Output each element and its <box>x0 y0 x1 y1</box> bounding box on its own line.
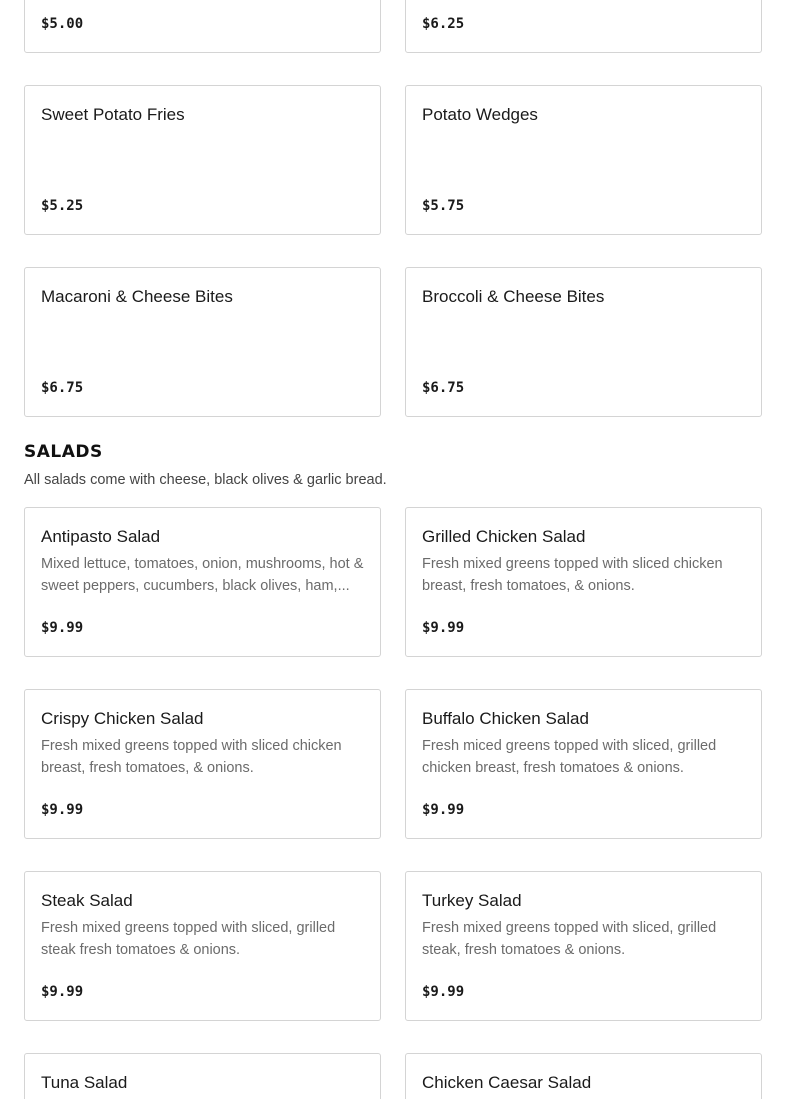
menu-item-name: Potato Wedges <box>422 105 538 124</box>
menu-item-card-buffalo-chicken-salad[interactable] <box>405 689 762 839</box>
menu-item-price: $9.99 <box>41 802 84 818</box>
menu-item-card-potato-wedges[interactable] <box>405 85 762 235</box>
menu-item-price: $9.99 <box>422 984 465 1000</box>
menu-item-card-grilled-chicken-salad[interactable] <box>405 507 762 657</box>
menu-item-price: $5.00 <box>41 16 84 32</box>
menu-item-card-turkey-salad[interactable] <box>405 871 762 1021</box>
menu-item-name: Chicken Caesar Salad <box>422 1073 592 1092</box>
menu-item-card-broccoli-cheese-bites[interactable] <box>405 267 762 417</box>
menu-item-price: $9.99 <box>41 620 84 636</box>
menu-item-card-steak-salad[interactable] <box>24 871 381 1021</box>
menu-item-description: Fresh miced greens topped with sliced, grilled chicken breast, fresh tomatoes & onions. <box>422 738 717 776</box>
menu-item-name: Crispy Chicken Salad <box>41 709 204 728</box>
menu-item-name: Macaroni & Cheese Bites <box>41 287 233 306</box>
section-title-salads: SALADS <box>24 442 103 462</box>
menu-item-price: $6.25 <box>422 16 465 32</box>
menu-item-name: Buffalo Chicken Salad <box>422 709 589 728</box>
menu-item-price: $6.75 <box>422 380 465 396</box>
menu-item-description: Fresh mixed greens topped with sliced chicken breast, fresh tomatoes, & onions. <box>41 738 342 776</box>
menu-item-name: Antipasto Salad <box>41 527 161 546</box>
menu-item-price: $5.25 <box>41 198 84 214</box>
menu-item-name: Steak Salad <box>41 891 133 910</box>
menu-item-name: Sweet Potato Fries <box>41 105 185 124</box>
menu-item-card-crispy-chicken-salad[interactable] <box>24 689 381 839</box>
menu-item-card-macaroni-cheese-bites[interactable] <box>24 267 381 417</box>
menu-item-price: $5.75 <box>422 198 465 214</box>
menu-item-card[interactable] <box>405 0 762 53</box>
menu-item-name: Turkey Salad <box>422 891 522 910</box>
menu-item-description: Fresh mixed greens topped with sliced, grilled steak, fresh tomatoes & onions. <box>422 920 717 958</box>
menu-item-name: Broccoli & Cheese Bites <box>422 287 605 306</box>
menu-item-card-chicken-caesar-salad[interactable] <box>405 1053 762 1099</box>
menu-item-card[interactable] <box>24 0 381 53</box>
section-description: All salads come with cheese, black olives & garlic bread. <box>24 472 387 488</box>
menu-item-price: $9.99 <box>422 620 465 636</box>
menu-item-card-sweet-potato-fries[interactable] <box>24 85 381 235</box>
menu-item-name: Grilled Chicken Salad <box>422 527 586 546</box>
menu-item-card-tuna-salad[interactable] <box>24 1053 381 1099</box>
menu-item-card-antipasto-salad[interactable] <box>24 507 381 657</box>
menu-item-name: Tuna Salad <box>41 1073 128 1092</box>
menu-item-price: $9.99 <box>422 802 465 818</box>
menu-item-description: Mixed lettuce, tomatoes, onion, mushrooms, hot & sweet peppers, cucumbers, black olives, ham,... <box>41 556 364 594</box>
menu-item-description: Fresh mixed greens topped with sliced, grilled steak fresh tomatoes & onions. <box>41 920 336 958</box>
menu-item-description: Fresh mixed greens topped with sliced chicken breast, fresh tomatoes, & onions. <box>422 556 723 594</box>
menu-item-price: $6.75 <box>41 380 84 396</box>
menu-item-price: $9.99 <box>41 984 84 1000</box>
